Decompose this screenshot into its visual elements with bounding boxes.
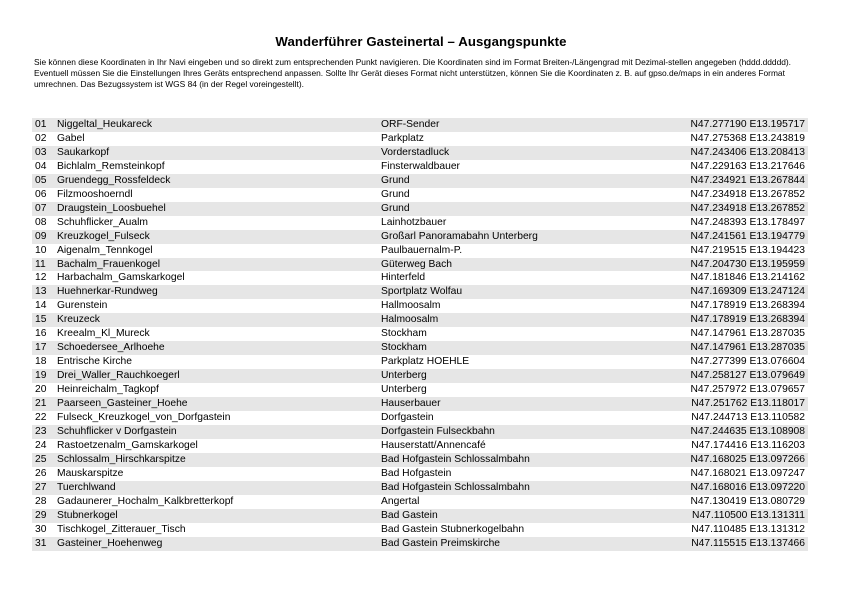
- row-number: 21: [32, 397, 54, 411]
- row-number: 13: [32, 285, 54, 299]
- start-location: Paulbauernalm-P.: [381, 244, 463, 256]
- table-row: [32, 132, 808, 146]
- row-number: 31: [32, 537, 54, 551]
- coordinates: N47.110500 E13.131311: [664, 509, 808, 523]
- route-name: Entrische Kirche: [57, 356, 132, 368]
- route-name: Filzmooshoerndl: [57, 188, 133, 200]
- coordinates: N47.234918 E13.267852: [664, 202, 808, 216]
- route-name: Tuerchlwand: [54, 481, 378, 495]
- row-number: 26: [35, 467, 47, 479]
- start-location: Lainhotzbauer: [381, 216, 447, 228]
- row-number: 09: [32, 230, 54, 244]
- start-location: Sportplatz Wolfau: [378, 285, 664, 299]
- route-name: Paarseen_Gasteiner_Hoehe: [54, 397, 378, 411]
- table-row: [32, 174, 808, 188]
- table-row: [32, 327, 808, 341]
- table-row: [32, 397, 808, 411]
- table-row: [32, 341, 808, 355]
- route-name: Gadaunerer_Hochalm_Kalkbretterkopf: [57, 495, 234, 507]
- table-row: [32, 481, 808, 495]
- start-location: Finsterwaldbauer: [381, 160, 460, 172]
- row-number: 16: [35, 328, 47, 340]
- route-name: Bichlalm_Remsteinkopf: [57, 160, 165, 172]
- coordinates: N47.243406 E13.208413: [664, 146, 808, 160]
- route-name: Saukarkopf: [54, 146, 378, 160]
- table-row: [32, 509, 808, 523]
- row-number: 19: [32, 369, 54, 383]
- row-number: 15: [32, 313, 54, 327]
- table-row: [32, 537, 808, 551]
- row-number: 28: [35, 495, 47, 507]
- start-location: Bad Gastein: [378, 509, 664, 523]
- start-location: Hinterfeld: [381, 272, 426, 284]
- coordinates: N47.178919 E13.268394: [690, 300, 805, 312]
- table-row: [32, 523, 808, 537]
- start-location: Dorfgastein Fulseckbahn: [378, 425, 664, 439]
- table-row: [32, 202, 808, 216]
- route-name: Gruendegg_Rossfeldeck: [54, 174, 378, 188]
- coordinates: N47.130419 E13.080729: [690, 495, 805, 507]
- intro-text: [34, 57, 809, 90]
- coordinates: N47.257972 E13.079657: [690, 384, 805, 396]
- row-number: 24: [35, 439, 47, 451]
- table-row: [32, 411, 808, 425]
- route-name: Drei_Waller_Rauchkoegerl: [54, 369, 378, 383]
- row-number: 30: [35, 523, 47, 535]
- route-name: Aigenalm_Tennkogel: [57, 244, 153, 256]
- table-row: [32, 369, 808, 383]
- start-location: Parkplatz: [381, 132, 424, 144]
- intro-paragraph-2: Eventuell müssen Sie die Einstellungen Ihres Geräts entsprechend anpassen. Sollte Ihr Gerät dieses Format nicht unterstützen, können Sie die Koordinaten z. B. auf gpso.de/maps in ein anderes Format umrechnen. Das Bezugssystem ist WGS 84 (in der Regel voreingestellt).: [34, 67, 785, 89]
- route-name: Schoedersee_Arlhoehe: [54, 341, 378, 355]
- coordinates: N47.115515 E13.137466: [664, 537, 808, 551]
- route-name: Schlossalm_Hirschkarspitze: [54, 453, 378, 467]
- start-location: Bad Hofgastein Schlossalmbahn: [378, 481, 664, 495]
- row-number: 14: [35, 300, 47, 312]
- table-row: [32, 355, 808, 369]
- coordinates: N47.229163 E13.217646: [690, 160, 805, 172]
- row-number: 20: [35, 384, 47, 396]
- row-number: 11: [32, 258, 54, 272]
- table-row: [32, 216, 808, 230]
- route-name: Gurenstein: [57, 300, 108, 312]
- table-row: [32, 118, 808, 132]
- start-location: Hallmoosalm: [381, 300, 441, 312]
- coordinates: N47.147961 E13.287035: [664, 341, 808, 355]
- coordinates: N47.204730 E13.195959: [664, 258, 808, 272]
- route-name: Schuhflicker v Dorfgastein: [54, 425, 378, 439]
- route-name: Mauskarspitze: [57, 467, 124, 479]
- route-name: Heinreichalm_Tagkopf: [57, 384, 159, 396]
- start-location: Bad Gastein Preimskirche: [378, 537, 664, 551]
- route-name: Rastoetzenalm_Gamskarkogel: [57, 439, 198, 451]
- row-number: 29: [32, 509, 54, 523]
- coordinates: N47.178919 E13.268394: [664, 313, 808, 327]
- table-row: [32, 146, 808, 160]
- coordinates: N47.277190 E13.195717: [664, 118, 808, 132]
- page-title: Wanderführer Gasteinertal – Ausgangspunkte: [275, 34, 567, 49]
- start-location: Hauserstatt/Annencafé: [381, 439, 486, 451]
- row-number: 27: [32, 481, 54, 495]
- start-location: Vorderstadluck: [378, 146, 664, 160]
- route-name: Huehnerkar-Rundweg: [54, 285, 378, 299]
- row-number: 03: [32, 146, 54, 160]
- start-location: Grund: [381, 188, 410, 200]
- coordinates: N47.277399 E13.076604: [690, 356, 805, 368]
- start-location: Bad Hofgastein Schlossalmbahn: [378, 453, 664, 467]
- route-name: Fulseck_Kreuzkogel_von_Dorfgastein: [57, 412, 231, 424]
- table-row: [32, 299, 808, 313]
- start-location: Unterberg: [381, 384, 427, 396]
- coordinates: N47.234921 E13.267844: [664, 174, 808, 188]
- route-name: Schuhflicker_Aualm: [57, 216, 148, 228]
- row-number: 07: [32, 202, 54, 216]
- start-location: ORF-Sender: [378, 118, 664, 132]
- row-number: 12: [35, 272, 47, 284]
- table-row: [32, 285, 808, 299]
- table-row: [32, 313, 808, 327]
- coordinates: N47.258127 E13.079649: [664, 369, 808, 383]
- start-location: Angertal: [381, 495, 420, 507]
- coordinates: N47.168016 E13.097220: [664, 481, 808, 495]
- route-name: Niggeltal_Heukareck: [54, 118, 378, 132]
- route-name: Harbachalm_Gamskarkogel: [57, 272, 185, 284]
- coordinates: N47.147961 E13.287035: [690, 328, 805, 340]
- row-number: 17: [32, 341, 54, 355]
- route-name: Draugstein_Loosbuehel: [54, 202, 378, 216]
- start-location: Bad Hofgastein: [381, 467, 452, 479]
- coordinates: N47.248393 E13.178497: [690, 216, 805, 228]
- table-row: [32, 453, 808, 467]
- row-number: 18: [35, 356, 47, 368]
- table-row: [32, 425, 808, 439]
- route-name: Bachalm_Frauenkogel: [54, 258, 378, 272]
- coordinates: N47.244635 E13.108908: [664, 425, 808, 439]
- row-number: 01: [32, 118, 54, 132]
- table-row: [32, 230, 808, 244]
- route-name: Kreuzeck: [54, 313, 378, 327]
- start-location: Hauserbauer: [378, 397, 664, 411]
- start-location: Unterberg: [378, 369, 664, 383]
- table-row: [32, 271, 808, 285]
- row-number: 23: [32, 425, 54, 439]
- row-number: 10: [35, 244, 47, 256]
- coordinates: N47.241561 E13.194779: [664, 230, 808, 244]
- start-location: Stockham: [381, 328, 427, 340]
- table-row: [32, 188, 808, 202]
- route-name: Tischkogel_Zitterauer_Tisch: [57, 523, 186, 535]
- route-name: Gabel: [57, 132, 85, 144]
- row-number: 08: [35, 216, 47, 228]
- table-row: [32, 467, 808, 481]
- coordinates: N47.275368 E13.243819: [690, 132, 805, 144]
- coordinates: N47.181846 E13.214162: [690, 272, 805, 284]
- coordinates: N47.168025 E13.097266: [664, 453, 808, 467]
- table-row: [32, 160, 808, 174]
- row-number: 05: [32, 174, 54, 188]
- start-location: Dorfgastein: [381, 412, 434, 424]
- row-number: 22: [35, 412, 47, 424]
- start-location: Großarl Panoramabahn Unterberg: [378, 230, 664, 244]
- table-row: [32, 439, 808, 453]
- table-row: [32, 258, 808, 272]
- row-number: 25: [32, 453, 54, 467]
- row-number: 02: [35, 132, 47, 144]
- start-location: Parkplatz HOEHLE: [381, 356, 470, 368]
- table-row: [32, 244, 808, 258]
- table-row: [32, 383, 808, 397]
- row-number: 04: [35, 160, 47, 172]
- start-location: Grund: [378, 202, 664, 216]
- start-location: Grund: [378, 174, 664, 188]
- table-row: [32, 495, 808, 509]
- intro-paragraph-1: Sie können diese Koordinaten in Ihr Navi eingeben und so direkt zum entsprechenden Punkt navigieren. Die Koordinaten sind im Format Breiten-/Längengrad mit Dezimal-stellen angegeben (hddd.ddddd).: [34, 57, 792, 67]
- route-name: Gasteiner_Hoehenweg: [54, 537, 378, 551]
- coordinates: N47.168021 E13.097247: [690, 467, 805, 479]
- route-name: Stubnerkogel: [54, 509, 378, 523]
- coordinates: N47.174416 E13.116203: [691, 439, 805, 451]
- row-number: 06: [35, 188, 47, 200]
- coordinates: N47.234918 E13.267852: [690, 188, 805, 200]
- start-location: Bad Gastein Stubnerkogelbahn: [381, 523, 525, 535]
- route-name: Kreuzkogel_Fulseck: [54, 230, 378, 244]
- coordinates: N47.251762 E13.118017: [664, 397, 808, 411]
- start-location: Halmoosalm: [378, 313, 664, 327]
- starting-points-table: [32, 118, 808, 551]
- coordinates: N47.169309 E13.247124: [664, 285, 808, 299]
- start-location: Güterweg Bach: [378, 258, 664, 272]
- coordinates: N47.110485 E13.131312: [691, 523, 805, 535]
- coordinates: N47.244713 E13.110582: [691, 412, 805, 424]
- start-location: Stockham: [378, 341, 664, 355]
- table-body: [32, 118, 808, 551]
- route-name: Kreealm_Kl_Mureck: [57, 328, 150, 340]
- coordinates: N47.219515 E13.194423: [690, 244, 805, 256]
